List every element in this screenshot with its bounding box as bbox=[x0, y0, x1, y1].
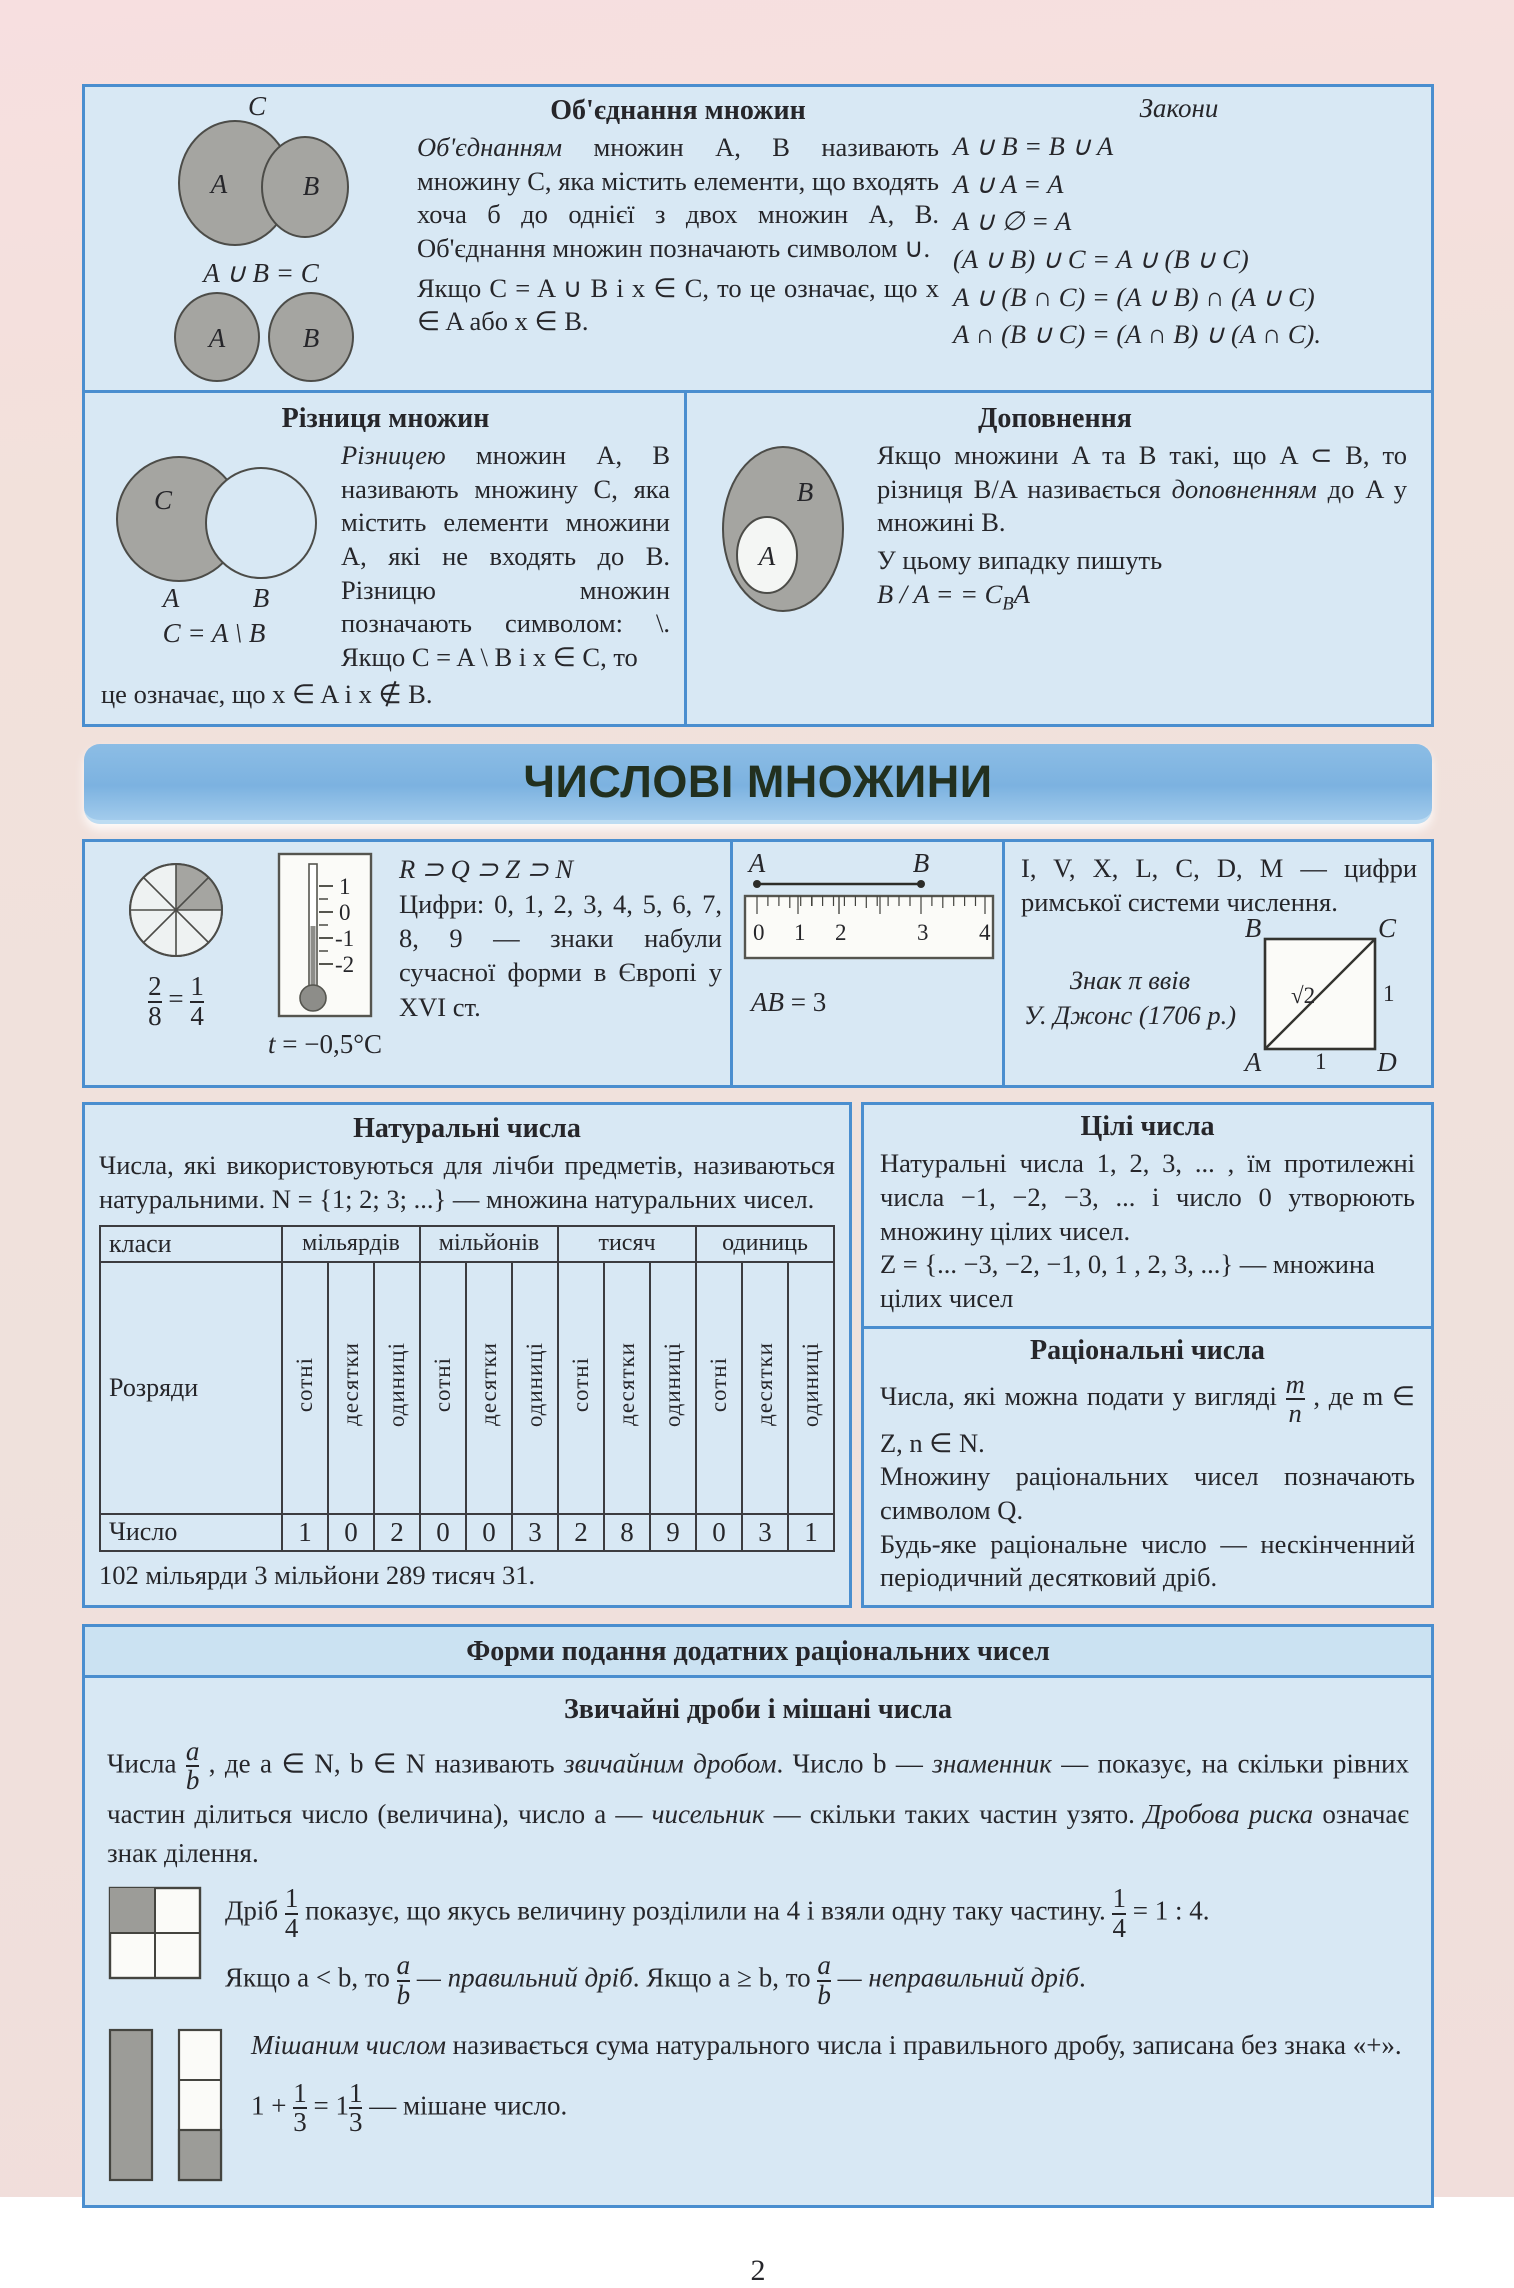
square-diagonal-label: √2 bbox=[1291, 983, 1316, 1009]
numeric-cell-ruler bbox=[733, 842, 1005, 1085]
place-label: десятки bbox=[476, 1342, 501, 1427]
difference-complement-row bbox=[85, 390, 1431, 724]
integers-box bbox=[861, 1102, 1434, 1328]
table-class-millions: мільйонів bbox=[420, 1226, 558, 1262]
p1-it2: знаменник bbox=[932, 1748, 1052, 1779]
difference-body2: це означає, що x ∈ A і x ∉ B. bbox=[101, 679, 433, 710]
rationals-frac-den: n bbox=[1286, 1398, 1305, 1427]
union-body1: множин A, B називають множину C, яка містить елементи, що входять хоча б до однієї з двох множин A, B. Об'єднання множин позначають символом ∪. bbox=[417, 132, 939, 263]
venn-complement-label-a: A bbox=[758, 541, 776, 571]
ruler-tick-3: 3 bbox=[917, 920, 929, 946]
difference-title: Різниця множин bbox=[281, 403, 490, 434]
numeric-cell-fractions bbox=[85, 842, 733, 1085]
mixed-eq-rest: — мішане число. bbox=[362, 2090, 568, 2121]
table-digit: 3 bbox=[512, 1514, 558, 1551]
integers-rationals-column bbox=[861, 1102, 1434, 1607]
ruler-tick-2: 2 bbox=[835, 920, 847, 946]
square-label-b: B bbox=[1244, 913, 1262, 944]
venn-complement-label-b: B bbox=[796, 477, 814, 507]
integers-body2: Z = {... −3, −2, −1, 0, 1 , 2, 3, ...} — множина цілих чисел bbox=[880, 1249, 1375, 1313]
venn-difference-label-b: B bbox=[252, 583, 270, 613]
union-row bbox=[85, 87, 1431, 390]
ruler-tick-4: 4 bbox=[979, 920, 991, 946]
venn-disjoint-label-a: A bbox=[208, 323, 226, 353]
proper-frac-den: b bbox=[396, 1979, 411, 2010]
venn-union-label-b: B bbox=[302, 171, 320, 201]
table-digit: 0 bbox=[466, 1514, 512, 1551]
integers-title: Цілі числа bbox=[1080, 1111, 1215, 1143]
place-label: сотні bbox=[430, 1356, 455, 1412]
ruler-caption-var: AB bbox=[751, 987, 784, 1018]
law-item: A ∪ A = A bbox=[953, 168, 1064, 199]
quarter-pre: Дріб bbox=[225, 1895, 285, 1926]
pie-frac-den: 8 bbox=[148, 1000, 162, 1031]
union-title: Об'єднання множин bbox=[550, 95, 806, 126]
square-label-d: D bbox=[1377, 1047, 1397, 1078]
quarter-sentence bbox=[225, 1885, 1409, 1942]
pie-chart-icon bbox=[118, 852, 234, 968]
table-class-thousands: тисяч bbox=[558, 1226, 696, 1262]
p1-mid2: . Число b — bbox=[776, 1748, 933, 1779]
place-label: десятки bbox=[614, 1342, 639, 1427]
improper-it: — неправильний дріб bbox=[830, 1962, 1079, 1993]
place-label: десятки bbox=[752, 1342, 777, 1427]
common-fraction-paragraph bbox=[85, 1735, 1431, 1873]
difference-venn-caption: C = A \ B bbox=[162, 618, 266, 648]
proper-frac-num: a bbox=[396, 1950, 411, 1981]
complement-title: Доповнення bbox=[978, 403, 1132, 434]
venn-difference-label-c: C bbox=[153, 485, 173, 515]
union-body bbox=[417, 131, 939, 266]
square-bottom-side-label: 1 bbox=[1315, 1049, 1327, 1075]
quarter-eq-num: 1 bbox=[1112, 1883, 1126, 1914]
table-digit: 0 bbox=[328, 1514, 374, 1551]
table-class-label: класи bbox=[100, 1226, 282, 1262]
table-digit: 0 bbox=[420, 1514, 466, 1551]
table-digit: 1 bbox=[282, 1514, 328, 1551]
pie-frac-num: 2 bbox=[148, 971, 162, 1002]
pie-frac-eq-den: 4 bbox=[190, 1000, 204, 1031]
roman-line: I, V, X, L, C, D, M — цифри римської системи числення. bbox=[1021, 853, 1417, 917]
p1-it4: Дробова риска bbox=[1144, 1798, 1314, 1829]
page-number: 2 bbox=[750, 2254, 766, 2288]
mixed-text bbox=[251, 2025, 1409, 2137]
table-class-billions: мільярдів bbox=[282, 1226, 420, 1262]
table-class-units: одиниць bbox=[696, 1226, 834, 1262]
table-number-label: Число bbox=[100, 1514, 282, 1551]
ruler-label-b: B bbox=[912, 848, 930, 879]
thermometer-scale-1: 1 bbox=[339, 874, 351, 900]
difference-venn-wrap bbox=[101, 439, 327, 649]
quarter-text bbox=[225, 1885, 1409, 2009]
complement-body2: У цьому випадку пишуть bbox=[877, 544, 1163, 575]
pie-frac-eq: = bbox=[168, 983, 184, 1014]
laws-column bbox=[947, 87, 1431, 390]
p1-mid4: — скільки таких частин узято. bbox=[764, 1798, 1144, 1829]
place-label: сотні bbox=[568, 1356, 593, 1412]
thermometer-caption bbox=[261, 1029, 389, 1060]
table-digit: 8 bbox=[604, 1514, 650, 1551]
mixed-definition bbox=[251, 2025, 1409, 2066]
proper-improper-sentence bbox=[225, 1952, 1409, 2009]
section-title: ЧИСЛОВІ МНОЖИНИ bbox=[523, 756, 993, 808]
rationals-box bbox=[861, 1326, 1434, 1608]
naturals-body: Числа, які використовуються для лічби предметів, називаються натуральними. N = {1; 2; 3; ...} — множина натуральних чисел. bbox=[99, 1150, 835, 1215]
pi-note-line1: Знак π ввів bbox=[1069, 964, 1191, 995]
quarter-frac-den: 4 bbox=[284, 1912, 299, 1943]
improper-end: . bbox=[1078, 1962, 1086, 1993]
rationals-body1-pre: Числа, які можна подати у вигляді bbox=[880, 1380, 1286, 1411]
naturals-box bbox=[82, 1102, 852, 1607]
quarter-demo-row bbox=[85, 1873, 1431, 2013]
pie-fraction bbox=[101, 973, 251, 1030]
table-digit: 3 bbox=[742, 1514, 788, 1551]
numeric-cell-roman bbox=[1005, 842, 1431, 1085]
place-label: одиниці bbox=[660, 1341, 685, 1427]
mixed-frac1-den: 3 bbox=[293, 2107, 307, 2138]
complement-formula-sub: B bbox=[1002, 592, 1014, 614]
rationals-body1 bbox=[880, 1368, 1415, 1461]
mixed-eq-mid: = 1 bbox=[306, 2090, 349, 2121]
difference-body1: множин A, B називають множину C, яка містить елементи множини A, які не входять до B. Різницю множин позначають символом: \. Якщо C = A \ B і x ∈ C, то bbox=[341, 440, 670, 672]
digits-line: Цифри: 0, 1, 2, 3, 4, 5, 6, 7, 8, 9 — знаки набули сучасної форми в Європі у XVI ст. bbox=[399, 888, 722, 1022]
rationals-body3: Будь-яке раціональне число — нескінченний періодичний десятковий дріб. bbox=[880, 1528, 1415, 1593]
subsets-line: R ⊃ Q ⊃ Z ⊃ N bbox=[399, 854, 574, 885]
mixed-frac1-num: 1 bbox=[293, 2077, 307, 2108]
ruler-icon bbox=[741, 848, 999, 980]
place-value-table bbox=[99, 1225, 835, 1552]
ruler-caption-rest: = 3 bbox=[784, 987, 827, 1018]
law-item: (A ∪ B) ∪ C = A ∪ (B ∪ C) bbox=[953, 243, 1249, 274]
table-digit: 9 bbox=[650, 1514, 696, 1551]
p1-frac-num: a bbox=[185, 1735, 200, 1766]
place-label: одиниці bbox=[798, 1341, 823, 1427]
mixed-frac2-num: 1 bbox=[348, 2077, 363, 2108]
rationals-frac-num: m bbox=[1285, 1368, 1305, 1399]
forms-box bbox=[82, 1624, 1434, 2208]
sets-operations-box bbox=[82, 84, 1434, 727]
proper-mid: . Якщо a ≥ b, то bbox=[632, 1962, 818, 1993]
union-text-column bbox=[411, 87, 947, 390]
p1-mid1: , де a ∈ N, b ∈ N називають bbox=[199, 1748, 565, 1779]
quarter-eq-den: 4 bbox=[1112, 1912, 1126, 1943]
mixed-number-row bbox=[85, 2013, 1431, 2189]
venn-complement-icon bbox=[703, 439, 863, 619]
quarter-eq-rest: = 1 : 4. bbox=[1125, 1895, 1210, 1926]
table-digit: 0 bbox=[696, 1514, 742, 1551]
square-label-c: C bbox=[1377, 913, 1397, 944]
rationals-title: Раціональні числа bbox=[1030, 1334, 1265, 1366]
table-digit: 2 bbox=[558, 1514, 604, 1551]
venn-union-icon bbox=[153, 93, 369, 251]
venn-disjoint-icon bbox=[153, 289, 369, 385]
ruler-tick-1: 1 bbox=[794, 920, 806, 946]
digits-history-text bbox=[399, 852, 722, 1077]
venn-disjoint-label-b: B bbox=[302, 323, 320, 353]
mixed-equation bbox=[251, 2077, 1409, 2138]
place-label: десятки bbox=[338, 1342, 363, 1427]
thermometer-scale-0: 0 bbox=[339, 900, 351, 926]
complement-body-post: до A у множині B. bbox=[877, 473, 1407, 538]
forms-subtitle: Звичайні дроби і мішані числа bbox=[564, 1693, 952, 1725]
thermometer-scale-neg1: -1 bbox=[335, 926, 355, 952]
improper-frac-num: a bbox=[817, 1950, 831, 1981]
thermometer-caption-var: t bbox=[267, 1029, 276, 1060]
quarter-frac-num: 1 bbox=[284, 1883, 299, 1914]
union-venn-column bbox=[85, 87, 411, 390]
place-label: одиниці bbox=[522, 1341, 547, 1427]
pie-frac-eq-num: 1 bbox=[190, 971, 204, 1002]
thermometer-scale-neg2: -2 bbox=[335, 952, 355, 978]
law-item: A ∪ (B ∩ C) = (A ∪ B) ∩ (A ∪ C) bbox=[953, 281, 1315, 312]
venn-difference-label-a: A bbox=[162, 583, 180, 613]
table-digits-label: Розряди bbox=[100, 1262, 282, 1514]
difference-lead: Різницею bbox=[341, 440, 446, 470]
rationals-body2: Множину раціональних чисел позначають символом Q. bbox=[880, 1461, 1415, 1525]
venn-union-label-c: C bbox=[247, 91, 267, 121]
difference-box bbox=[85, 393, 687, 724]
ruler-label-a: A bbox=[748, 848, 766, 879]
number-sets-section bbox=[82, 1102, 1434, 1607]
p1-pre: Числа bbox=[107, 1748, 186, 1779]
square-label-a: A bbox=[1244, 1047, 1262, 1078]
union-lead: Об'єднанням bbox=[417, 132, 563, 162]
mixed-eq-pre: 1 + bbox=[251, 2090, 294, 2121]
proper-it: — правильний дріб bbox=[410, 1962, 633, 1993]
improper-frac-den: b bbox=[817, 1979, 831, 2010]
complement-formula-post: A bbox=[1013, 578, 1030, 609]
law-item: A ∪ ∅ = A bbox=[953, 206, 1072, 237]
p1-frac-den: b bbox=[185, 1765, 200, 1796]
rationals-body1-post: , де m ∈ Z, n ∈ N. bbox=[880, 1380, 1415, 1458]
complement-body-italic: доповненням bbox=[1171, 473, 1317, 504]
mixed-frac2-den: 3 bbox=[348, 2107, 363, 2138]
ruler-caption bbox=[751, 987, 998, 1018]
naturals-title: Натуральні числа bbox=[353, 1113, 581, 1145]
union-body2: Якщо C = A ∪ B і x ∈ C, то це означає, що x ∈ A або x ∈ B. bbox=[417, 272, 939, 337]
square-right-side-label: 1 bbox=[1383, 981, 1395, 1007]
place-label: сотні bbox=[706, 1356, 731, 1412]
mixed-rest: називається сума натурального числа і правильного дробу, записана без знака «+». bbox=[445, 2030, 1402, 2061]
numeric-sets-row bbox=[82, 839, 1434, 1088]
complement-formula-pre: B / A = = C bbox=[877, 578, 1003, 609]
venn-difference-icon bbox=[101, 439, 327, 611]
proper-pre: Якщо a < b, то bbox=[225, 1962, 397, 1993]
integers-body1: Натуральні числа 1, 2, 3, ... , їм протилежні числа −1, −2, −3, ... і число 0 утворюють множину цілих чисел. bbox=[880, 1148, 1415, 1246]
ruler-tick-0: 0 bbox=[753, 920, 765, 946]
complement-box bbox=[687, 393, 1431, 724]
venn-union-caption: A ∪ B = C bbox=[203, 258, 319, 288]
quarter-mid: показує, що якусь величину розділили на 4 і взяли одну таку частину. bbox=[298, 1895, 1113, 1926]
laws-title: Закони bbox=[1139, 93, 1219, 123]
forms-band-title: Форми подання додатних раціональних чисел bbox=[85, 1627, 1431, 1678]
table-digit: 2 bbox=[374, 1514, 420, 1551]
pi-square-row bbox=[1021, 913, 1417, 1078]
pie-column bbox=[101, 852, 251, 1077]
p1-it1: звичайним дробом bbox=[564, 1748, 777, 1779]
mixed-it: Мішаним числом bbox=[251, 2030, 446, 2061]
pi-note bbox=[1021, 963, 1239, 1035]
p1-it3: чисельник bbox=[651, 1798, 765, 1829]
law-item: A ∩ (B ∪ C) = (A ∩ B) ∪ (A ∩ C). bbox=[953, 319, 1322, 350]
place-label: сотні bbox=[292, 1356, 317, 1412]
pi-note-line2: У. Джонс (1706 р.) bbox=[1023, 1000, 1237, 1031]
section-banner bbox=[84, 744, 1432, 824]
thermometer-caption-rest: = −0,5°C bbox=[275, 1029, 383, 1060]
mixed-number-bars-icon bbox=[107, 2025, 229, 2185]
law-item: A ∪ B = B ∪ A bbox=[953, 131, 1114, 161]
thermometer-icon bbox=[273, 852, 377, 1024]
p1-mid5: означає знак ділення. bbox=[107, 1798, 1409, 1869]
unit-square-diagonal-icon bbox=[1239, 913, 1417, 1078]
place-value-caption: 102 мільярди 3 мільйони 289 тисяч 31. bbox=[99, 1559, 536, 1590]
table-digit: 1 bbox=[788, 1514, 834, 1551]
quarter-square-icon bbox=[107, 1885, 203, 1981]
venn-union-label-a: A bbox=[210, 169, 228, 199]
complement-venn-wrap bbox=[703, 439, 863, 624]
place-label: одиниці bbox=[384, 1341, 409, 1427]
page-content bbox=[82, 84, 1434, 2288]
p1-mid3: — показує, на скільки рівних частин ділиться число (величина), число a — bbox=[107, 1748, 1409, 1829]
complement-body-pre: Якщо множини A та B такі, що A ⊂ B, то різниця B/A називається bbox=[877, 440, 1407, 504]
thermometer-column bbox=[261, 852, 389, 1077]
